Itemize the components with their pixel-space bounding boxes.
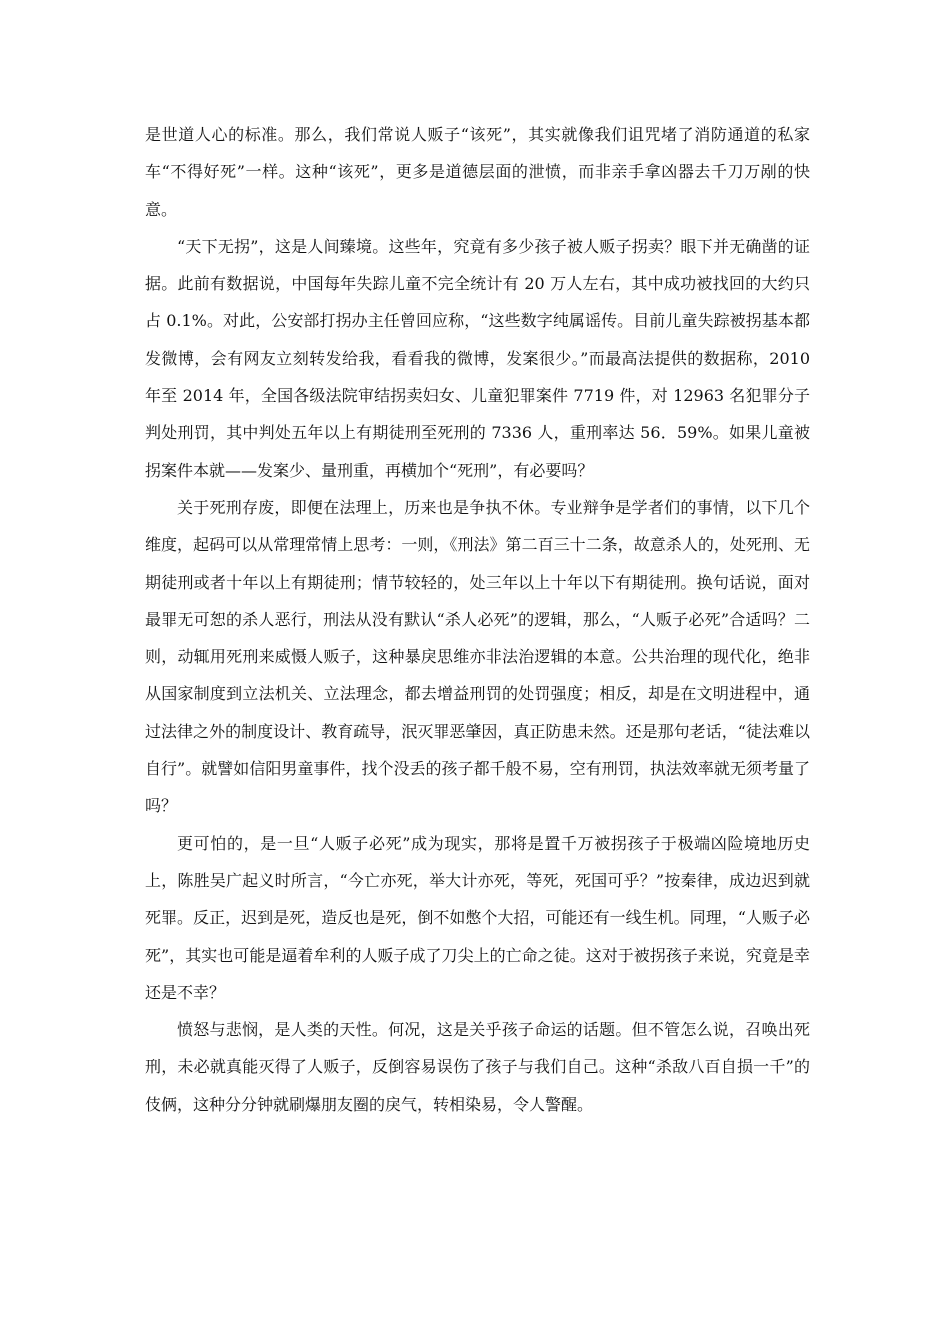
document-body (145, 116, 810, 1123)
paragraph-statistics: “天下无拐”，这是人间臻境。这些年，究竟有多少孩子被人贩子拐卖？眼下并无确凿的证据。此前有数据说，中国每年失踪儿童不完全统计有 20 万人左右，其中成功被找回的大约只占 0.1%。对此，公安部打拐办主任曾回应称，“这些数字纯属谣传。目前儿童失踪被拐基本都发微博，会有网友立刻转发给我，看看我的微博，发案很少。”而最高法提供的数据称，2010 年至 2014 年，全国各级法院审结拐卖妇女、儿童犯罪案件 7719 件，对 12963 名犯罪分子判处刑罚，其中判处五年以上有期徒刑至死刑的 7336 人，重刑率达 56．59%。如果儿童被拐案件本就——发案少、量刑重，再横加个“死刑”，有必要吗？ (145, 236, 810, 480)
paragraph-historical-analogy: 更可怕的，是一旦“人贩子必死”成为现实，那将是置千万被拐孩子于极端凶险境地历史上，陈胜吴广起义时所言，“今亡亦死，举大计亦死，等死，死国可乎？”按秦律，成边迟到就死罪。反正，迟到是死，造反也是死，倒不如憋个大招，可能还有一线生机。同理，“人贩子必死”，其实也可能是逼着牟利的人贩子成了刀尖上的亡命之徒。这对于被拐孩子来说，究竟是幸还是不幸？ (145, 833, 810, 1002)
paragraph-continuation: 是世道人心的标准。那么，我们常说人贩子“该死”，其实就像我们诅咒堵了消防通道的私家车“不得好死”一样。这种“该死”，更多是道德层面的泄愤，而非亲手拿凶器去千刀万剐的快意。 (145, 125, 810, 219)
paragraph-death-penalty-debate: 关于死刑存废，即便在法理上，历来也是争执不休。专业辩争是学者们的事情，以下几个维度，起码可以从常理常情上思考：一则，《刑法》第二百三十二条，故意杀人的，处死刑、无期徒刑或者十年以上有期徒刑；情节较轻的，处三年以上十年以下有期徒刑。换句话说，面对最罪无可恕的杀人恶行，刑法从没有默认“杀人必死”的逻辑，那么，“人贩子必死”合适吗？二则，动辄用死刑来威慑人贩子，这种暴戾思维亦非法治逻辑的本意。公共治理的现代化，绝非从国家制度到立法机关、立法理念，都去增益刑罚的处罚强度；相反，却是在文明进程中，通过法律之外的制度设计、教育疏导，泯灭罪恶肇因，真正防患未然。还是那句老话，“徒法难以自行”。就譬如信阳男童事件，找个没丢的孩子都千般不易，空有刑罚，执法效率就无须考量了吗？ (145, 497, 810, 816)
paragraph-conclusion: 愤怒与悲悯，是人类的天性。何况，这是关乎孩子命运的话题。但不管怎么说，召唤出死刑，未必就真能灭得了人贩子，反倒容易误伤了孩子与我们自己。这种“杀敌八百自损一千”的伎俩，这种分分钟就刷爆朋友圈的戾气，转相染易，令人警醒。 (145, 1020, 810, 1114)
